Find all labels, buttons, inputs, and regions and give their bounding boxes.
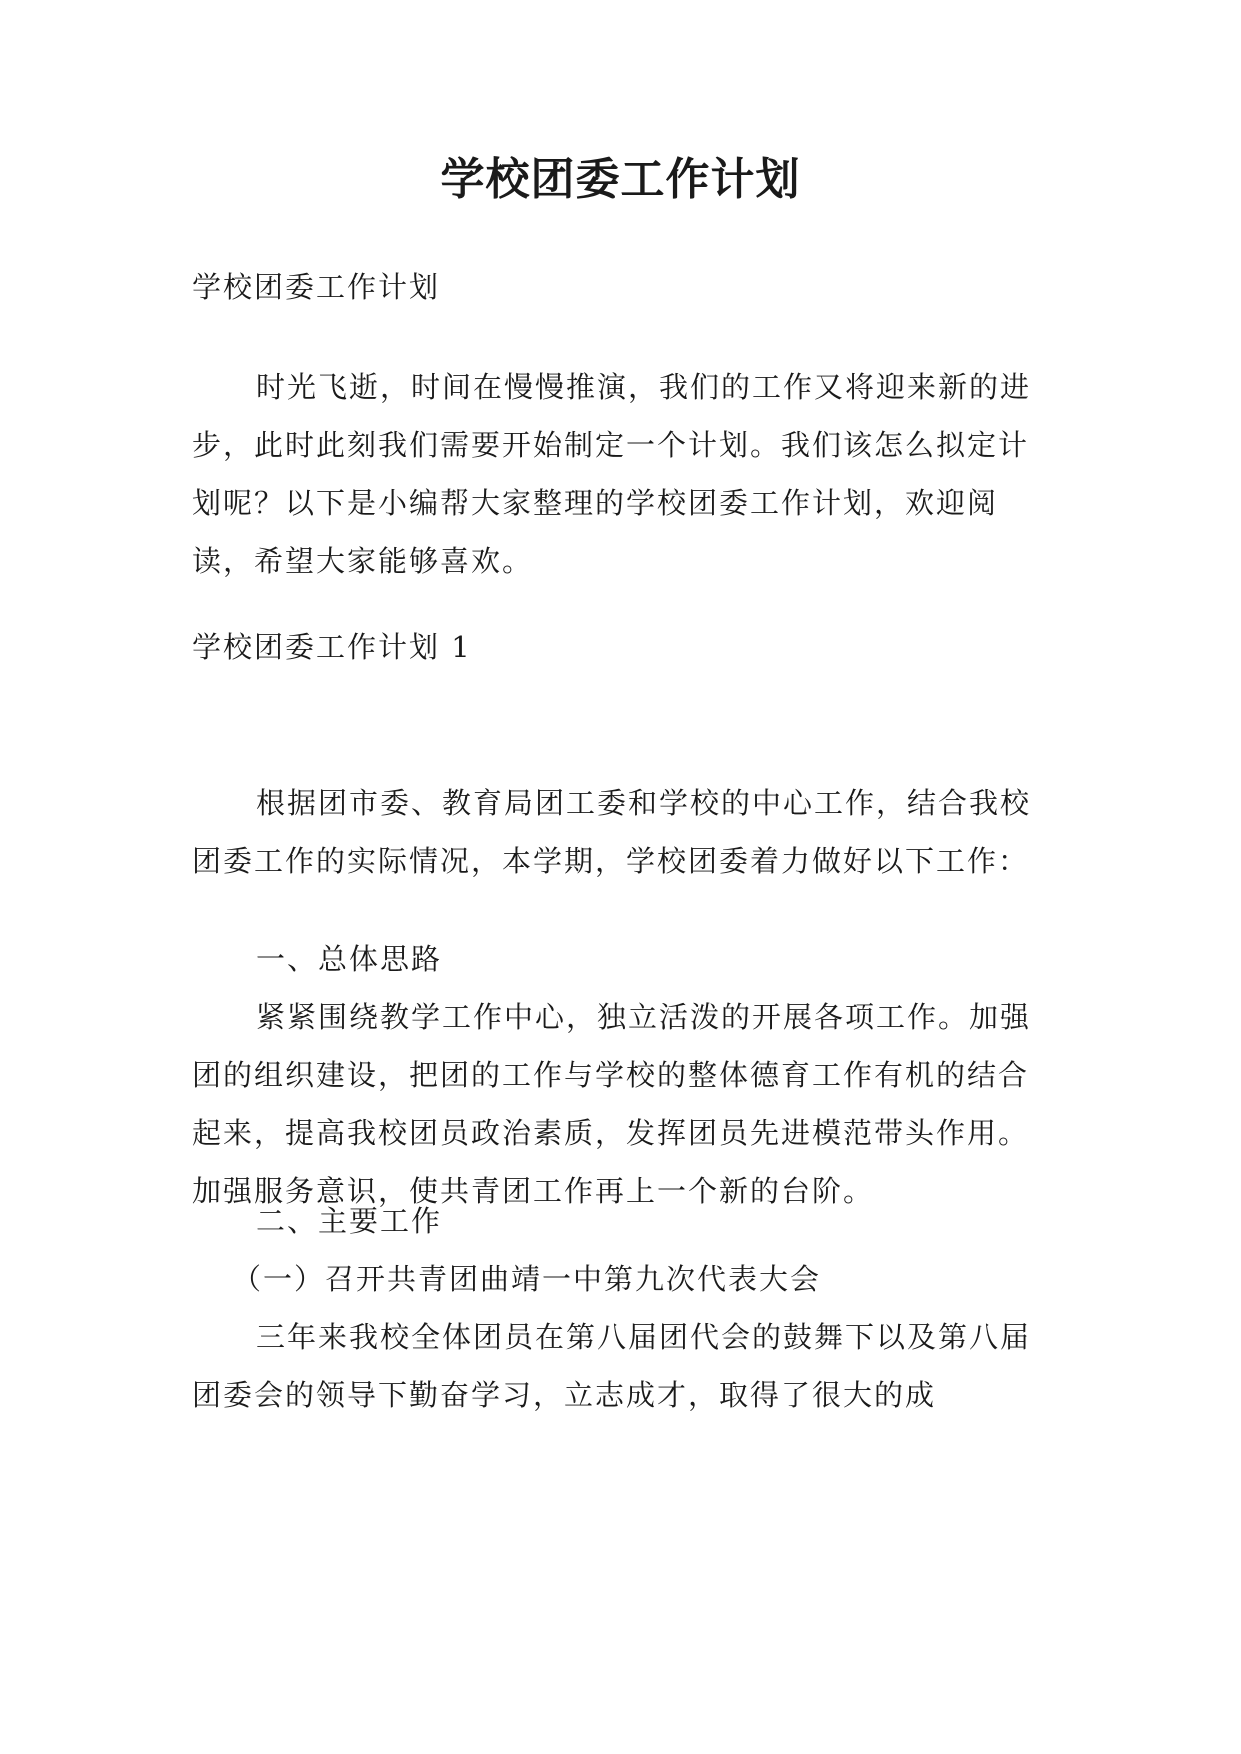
heading-main-work: 二、主要工作 <box>256 1204 443 1238</box>
document-title: 学校团委工作计划 <box>440 154 801 205</box>
body-paragraph-3: 三年来我校全体团员在第八届团代会的鼓舞下以及第八届团委会的领导下勤奋学习，立志成才，取得了很大的成 <box>192 1320 1032 1412</box>
body-paragraph-1: 根据团市委、教育局团工委和学校的中心工作，结合我校团委工作的实际情况，本学期，学校团委着力做好以下工作： <box>192 786 1032 878</box>
subheading-congress: （一）召开共青团曲靖一中第九次代表大会 <box>232 1262 822 1296</box>
section-heading: 学校团委工作计划 1 <box>192 630 472 664</box>
subtitle-heading: 学校团委工作计划 <box>192 270 441 304</box>
body-paragraph-2: 紧紧围绕教学工作中心，独立活泼的开展各项工作。加强团的组织建设，把团的工作与学校的整体德育工作有机的结合起来，提高我校团员政治素质，发挥团员先进模范带头作用。加强服务意识，使共青团工作再上一个新的台阶。 <box>192 1000 1032 1208</box>
intro-paragraph: 时光飞逝，时间在慢慢推演，我们的工作又将迎来新的进步，此时此刻我们需要开始制定一个计划。我们该怎么拟定计划呢？以下是小编帮大家整理的学校团委工作计划，欢迎阅读，希望大家能够喜欢。 <box>192 370 1032 578</box>
heading-overall-approach: 一、总体思路 <box>256 942 443 976</box>
